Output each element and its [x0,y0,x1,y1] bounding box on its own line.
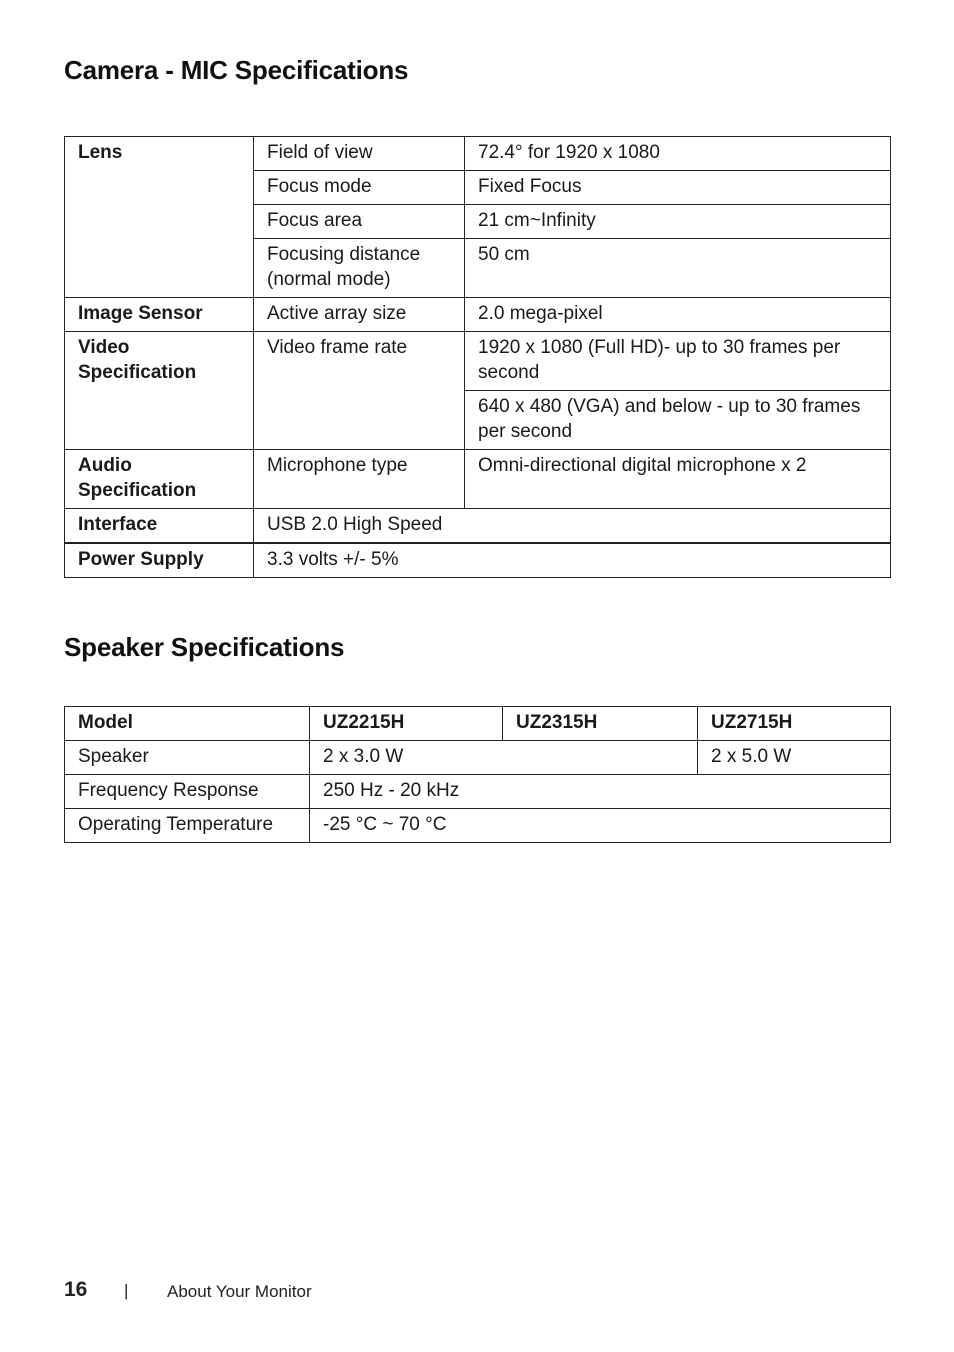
spec-param: Focus area [254,205,465,239]
column-header: UZ2215H [310,707,503,741]
spec-value: -25 °C ~ 70 °C [310,809,891,843]
table-row [65,741,891,775]
spec-param: Field of view [254,137,465,171]
table-row [65,137,891,171]
spec-value: 21 cm~Infinity [465,205,891,239]
table-row [65,298,891,332]
page-number: 16 [64,1278,88,1301]
spec-value: 2 x 3.0 W [310,741,698,775]
spec-param: Focus mode [254,171,465,205]
spec-value: 1920 x 1080 (Full HD)- up to 30 frames per second [465,332,891,391]
table-row [65,809,891,843]
footer-separator: | [124,1281,129,1300]
column-header: Model [65,707,310,741]
row-label: Operating Temperature [65,809,310,843]
spec-value: Omni-directional digital microphone x 2 [465,450,891,509]
image-sensor-label: Image Sensor [65,298,254,332]
table-row [65,543,891,578]
audio-spec-label: Audio Specification [65,450,254,509]
spec-value: 250 Hz - 20 kHz [310,775,891,809]
camera-mic-spec-table [64,136,891,578]
spec-value: 50 cm [465,239,891,298]
spec-value: Fixed Focus [465,171,891,205]
spec-value: 640 x 480 (VGA) and below - up to 30 frames per second [465,391,891,450]
spec-value: 2 x 5.0 W [698,741,891,775]
table-row [65,509,891,544]
column-header: UZ2315H [503,707,698,741]
spec-param: Microphone type [254,450,465,509]
spec-param: Video frame rate [254,332,465,450]
table-row [65,775,891,809]
camera-mic-heading: Camera - MIC Specifications [64,55,409,85]
row-label: Frequency Response [65,775,310,809]
row-label: Speaker [65,741,310,775]
spec-param: Active array size [254,298,465,332]
lens-label: Lens [65,137,254,298]
spec-param: Focusing distance (normal mode) [254,239,465,298]
spec-value: USB 2.0 High Speed [254,509,891,544]
spec-value: 2.0 mega-pixel [465,298,891,332]
column-header: UZ2715H [698,707,891,741]
spec-value: 72.4° for 1920 x 1080 [465,137,891,171]
table-header-row [65,707,891,741]
video-spec-label: Video Specification [65,332,254,450]
speaker-heading: Speaker Specifications [64,632,345,662]
table-row [65,450,891,509]
power-supply-label: Power Supply [65,543,254,578]
spec-value: 3.3 volts +/- 5% [254,543,891,578]
interface-label: Interface [65,509,254,544]
speaker-spec-table [64,706,891,843]
table-row [65,332,891,391]
footer-section-title: About Your Monitor [167,1282,312,1301]
